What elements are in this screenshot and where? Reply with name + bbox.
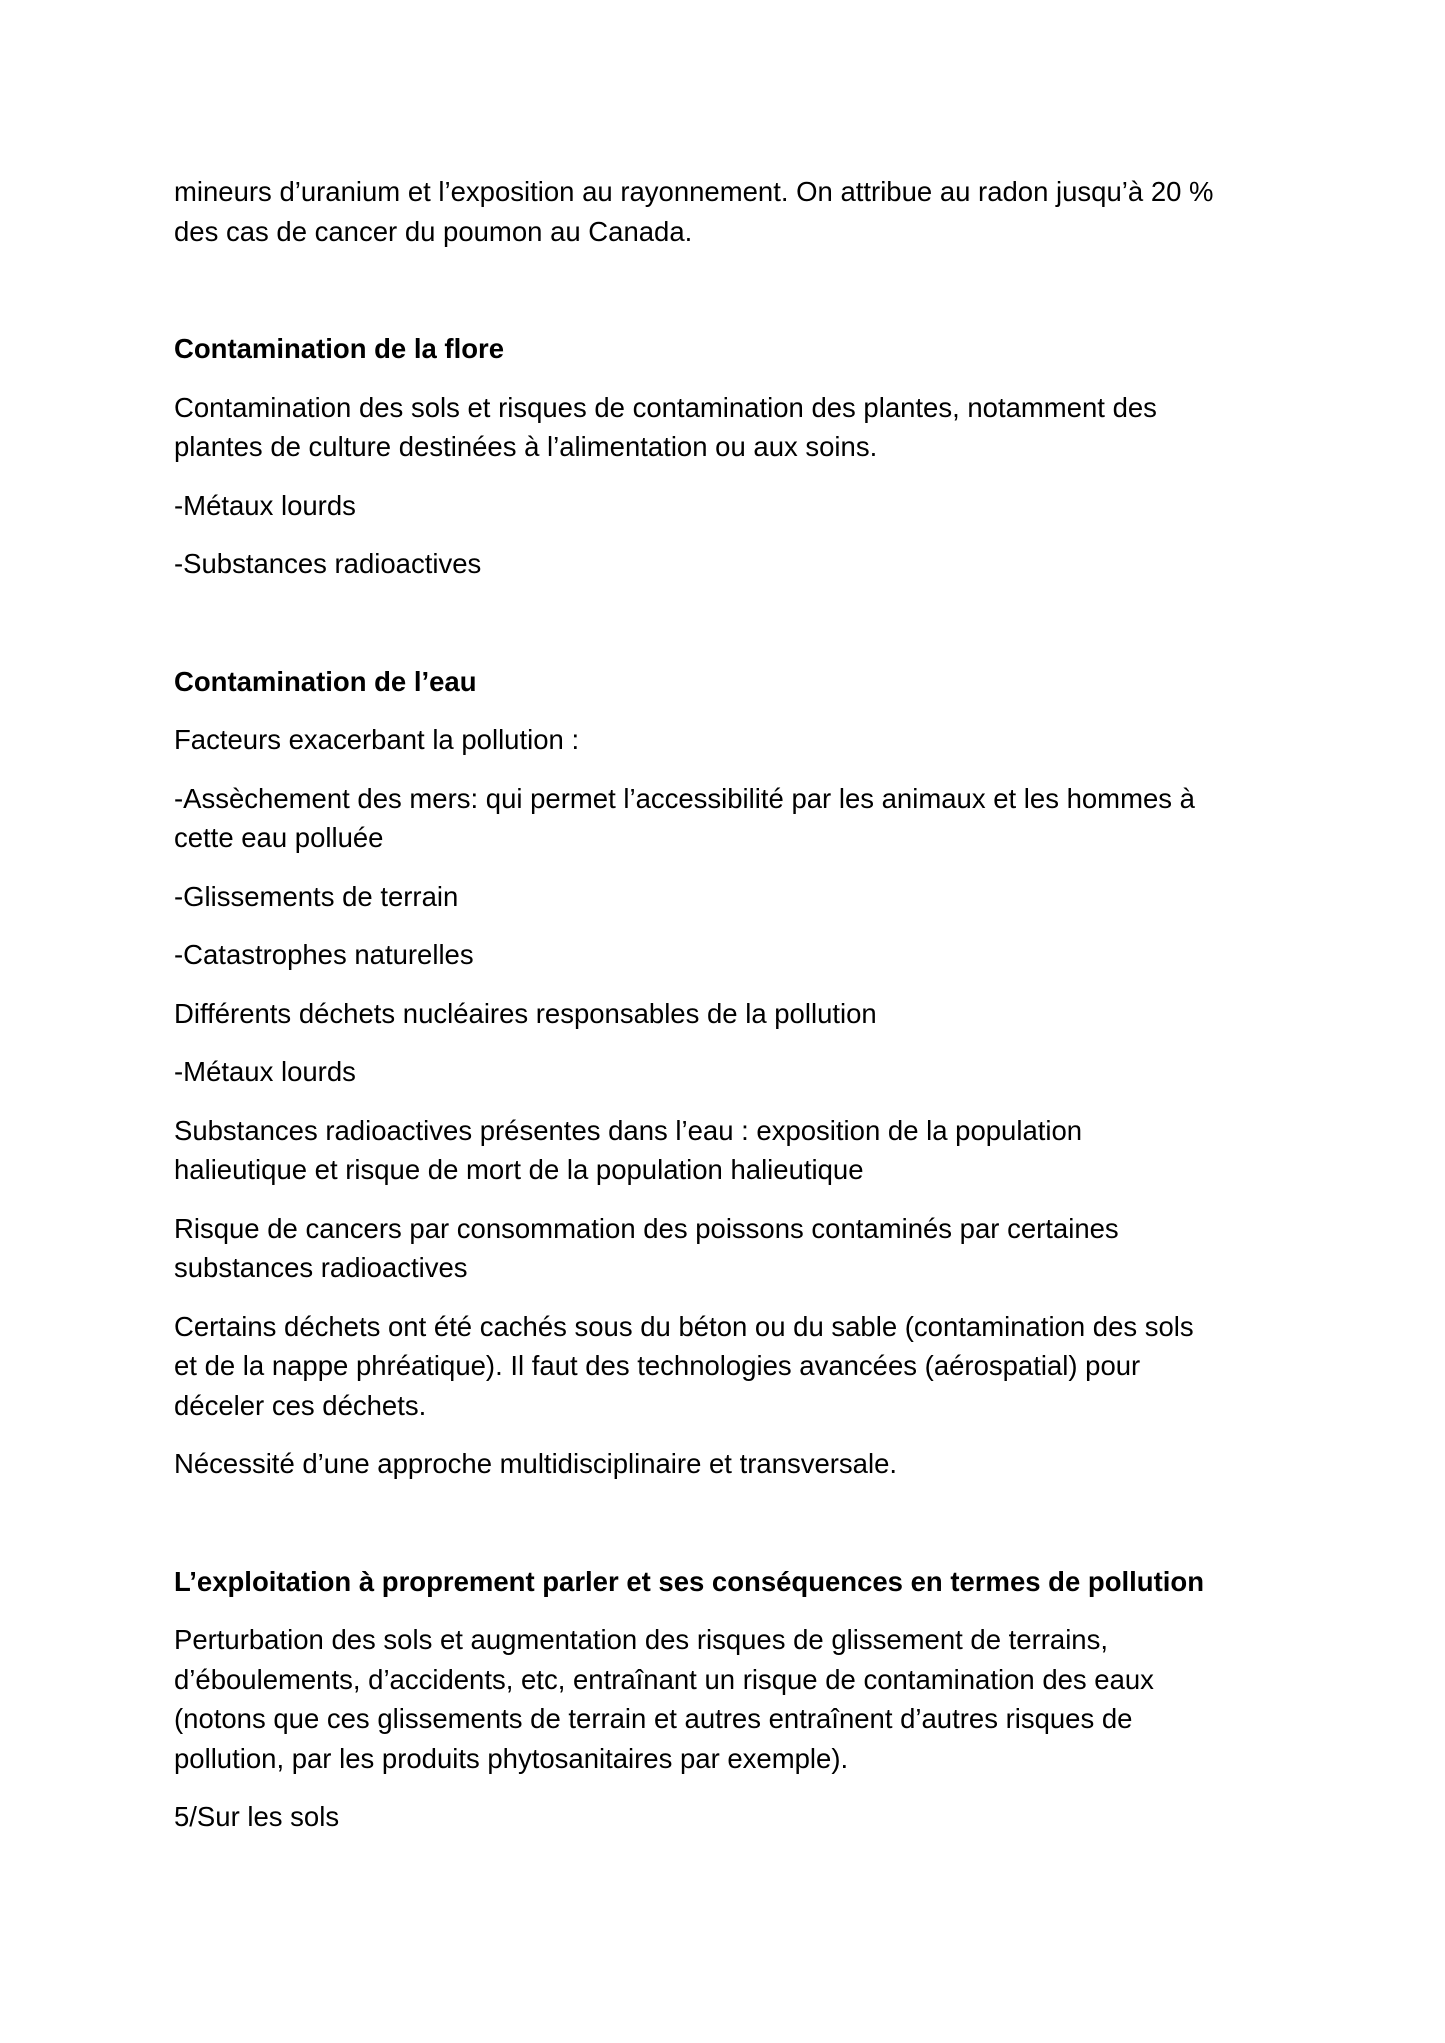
- intro-paragraph: [174, 172, 1304, 251]
- text-line: Perturbation des sols et augmentation des risques de glissement de terrains,: [174, 1624, 1108, 1655]
- document-page: [174, 172, 1304, 1856]
- exploitation-paragraph: 5/Sur les sols: [174, 1801, 340, 1832]
- text-line: des cas de cancer du poumon au Canada.: [174, 215, 693, 247]
- exploitation-paragraph: [174, 1620, 1304, 1778]
- eau-paragraph: [174, 779, 1304, 858]
- flore-list-item: -Métaux lourds: [174, 489, 356, 521]
- eau-paragraph: [174, 1209, 1304, 1288]
- text-line: plantes de culture destinées à l’alimentation ou aux soins.: [174, 431, 878, 462]
- text-line: pollution, par les produits phytosanitaires par exemple).: [174, 1742, 849, 1774]
- eau-paragraph: Nécessité d’une approche multidisciplinaire et transversale.: [174, 1448, 898, 1479]
- section-heading-eau: Contamination de l’eau: [174, 665, 477, 697]
- text-line: substances radioactives: [174, 1252, 468, 1283]
- text-line: cette eau polluée: [174, 822, 384, 853]
- eau-paragraph: -Catastrophes naturelles: [174, 939, 474, 970]
- eau-paragraph: [174, 1111, 1304, 1190]
- section-heading-exploitation: L’exploitation à proprement parler et ses conséquences en termes de pollution: [174, 1565, 1204, 1597]
- text-line: et de la nappe phréatique). Il faut des technologies avancées (aérospatial) pour: [174, 1350, 1141, 1381]
- text-line: (notons que ces glissements de terrain et autres entraînent d’autres risques de: [174, 1703, 1133, 1734]
- text-line: Risque de cancers par consommation des poissons contaminés par certaines: [174, 1212, 1119, 1244]
- eau-paragraph: -Glissements de terrain: [174, 880, 459, 912]
- eau-paragraph: [174, 1307, 1304, 1426]
- text-line: halieutique et risque de mort de la population halieutique: [174, 1154, 864, 1185]
- text-line: -Assèchement des mers: qui permet l’accessibilité par les animaux et les hommes à: [174, 782, 1195, 814]
- section-heading-flore: Contamination de la flore: [174, 333, 505, 364]
- text-line: mineurs d’uranium et l’exposition au rayonnement. On attribue au radon jusqu’à 20 %: [174, 176, 1214, 207]
- flore-list-item: -Substances radioactives: [174, 548, 482, 579]
- eau-paragraph: Différents déchets nucléaires responsables de la pollution: [174, 997, 877, 1029]
- eau-paragraph: Facteurs exacerbant la pollution :: [174, 724, 580, 755]
- flore-paragraph: [174, 388, 1304, 467]
- text-line: d’éboulements, d’accidents, etc, entraînant un risque de contamination des eaux: [174, 1663, 1154, 1695]
- text-line: déceler ces déchets.: [174, 1389, 427, 1421]
- text-line: Certains déchets ont été cachés sous du béton ou du sable (contamination des sols: [174, 1310, 1194, 1342]
- eau-paragraph: -Métaux lourds: [174, 1056, 356, 1087]
- text-line: Contamination des sols et risques de contamination des plantes, notamment des: [174, 391, 1157, 423]
- text-line: Substances radioactives présentes dans l’eau : exposition de la population: [174, 1114, 1083, 1146]
